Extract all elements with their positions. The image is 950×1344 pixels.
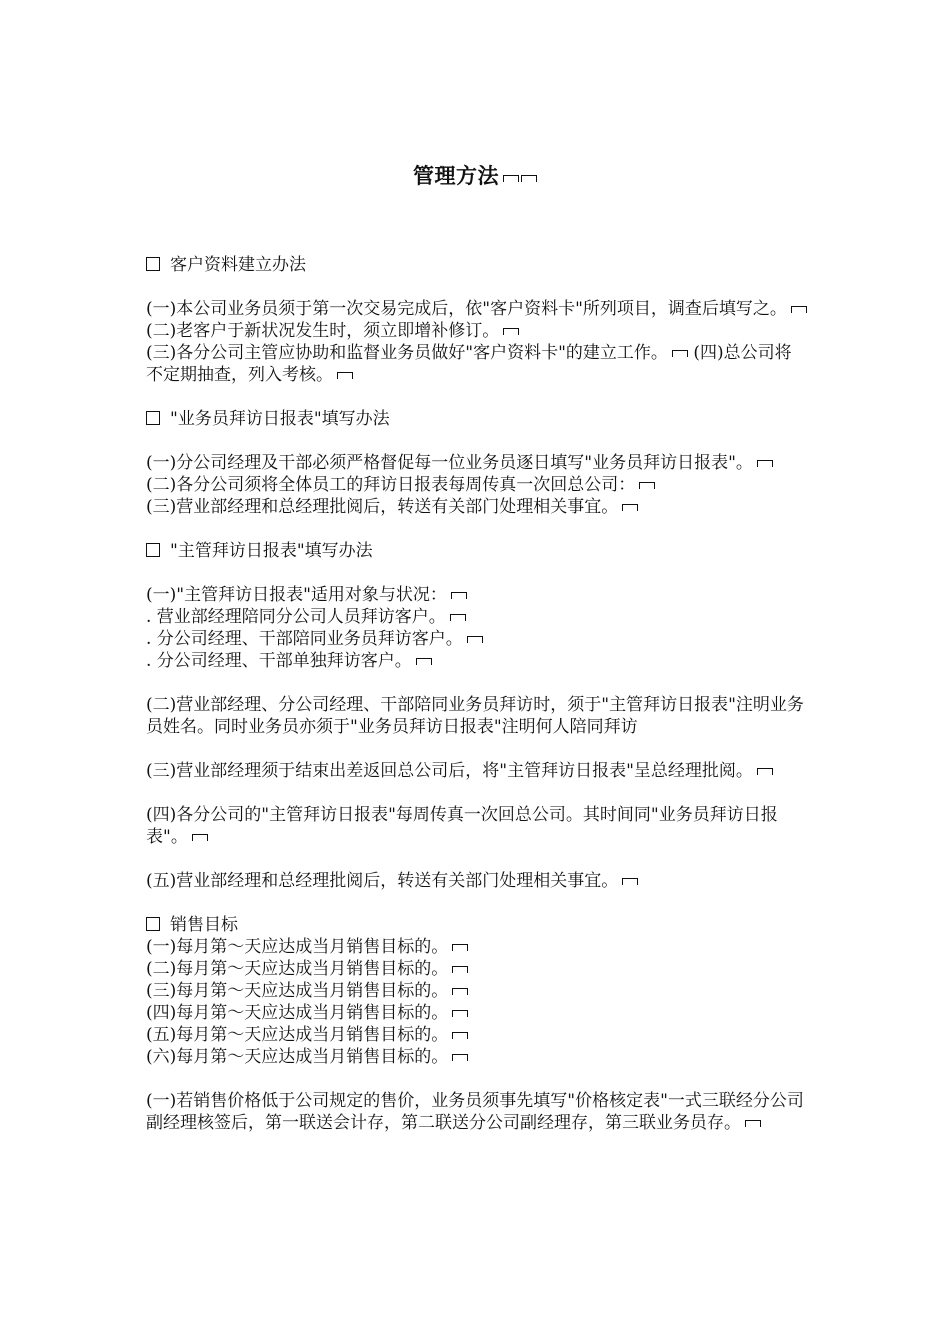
- list-item: (二)老客户于新状况发生时，须立即增补修订。: [146, 320, 808, 342]
- section-heading: 客户资料建立办法: [146, 254, 808, 276]
- list-item: (三)营业部经理和总经理批阅后，转送有关部门处理相关事宜。: [146, 496, 808, 518]
- paragraph: (二)营业部经理、分公司经理、干部陪同业务员拜访时，须于"主管拜访日报表"注明业务员姓名。同时业务员亦须于"业务员拜访日报表"注明何人陪同拜访: [146, 695, 804, 737]
- list-item: (一)本公司业务员须于第一次交易完成后，依"客户资料卡"所列项目，调查后填写之。: [146, 298, 808, 320]
- list-item: (一)"主管拜访日报表"适用对象与状况：: [146, 584, 808, 606]
- list-item: (六)每月第～天应达成当月销售目标的。: [146, 1046, 808, 1068]
- list-item: (五)每月第～天应达成当月销售目标的。: [146, 1024, 808, 1046]
- section-heading: 销售目标: [146, 914, 808, 936]
- revision-mark-icon: [467, 636, 483, 643]
- checkbox-icon: [146, 543, 160, 557]
- revision-mark-icon: [521, 175, 537, 182]
- revision-mark-icon: [622, 878, 638, 885]
- revision-mark-icon: [452, 944, 468, 951]
- list-item: (一)每月第～天应达成当月销售目标的。: [146, 936, 808, 958]
- revision-mark-icon: [452, 1054, 468, 1061]
- document-body: [146, 254, 808, 1134]
- checkbox-icon: [146, 411, 160, 425]
- revision-mark-icon: [757, 460, 773, 467]
- revision-mark-icon: [639, 482, 655, 489]
- revision-mark-icon: [745, 1120, 761, 1127]
- revision-mark-icon: [672, 350, 688, 357]
- paragraph: (五)营业部经理和总经理批阅后，转送有关部门处理相关事宜。: [146, 870, 808, 892]
- revision-mark-icon: [791, 306, 807, 313]
- list-item: . 分公司经理、干部单独拜访客户。: [146, 650, 808, 672]
- list-item: (四)每月第～天应达成当月销售目标的。: [146, 1002, 808, 1024]
- revision-mark-icon: [450, 614, 466, 621]
- revision-mark-icon: [451, 592, 467, 599]
- section-heading: "业务员拜访日报表"填写办法: [146, 408, 808, 430]
- checkbox-icon: [146, 917, 160, 931]
- revision-mark-icon: [452, 1032, 468, 1039]
- revision-mark-icon: [503, 328, 519, 335]
- page-title: 管理方法: [0, 160, 950, 190]
- revision-mark-icon: [757, 768, 773, 775]
- revision-mark-icon: [452, 966, 468, 973]
- list-item: (一)分公司经理及干部必须严格督促每一位业务员逐日填写"业务员拜访日报表"。: [146, 452, 808, 474]
- list-item: . 营业部经理陪同分公司人员拜访客户。: [146, 606, 808, 628]
- list-item: . 分公司经理、干部陪同业务员拜访客户。: [146, 628, 808, 650]
- list-item: (二)各分公司须将全体员工的拜访日报表每周传真一次回总公司：: [146, 474, 808, 496]
- list-item: (三)每月第～天应达成当月销售目标的。: [146, 980, 808, 1002]
- revision-mark-icon: [416, 658, 432, 665]
- revision-mark-icon: [452, 988, 468, 995]
- revision-mark-icon: [452, 1010, 468, 1017]
- revision-mark-icon: [622, 504, 638, 511]
- paragraph: (一)若销售价格低于公司规定的售价，业务员须事先填写"价格核定表"一式三联经分公司副经理核签后，第一联送会计存，第二联送分公司副经理存，第三联业务员存。: [146, 1091, 804, 1133]
- list-item: (三)各分公司主管应协助和监督业务员做好"客户资料卡"的建立工作。 (四)总公司将不定期抽查，列入考核。: [146, 343, 792, 385]
- revision-mark-icon: [503, 175, 519, 182]
- paragraph: (三)营业部经理须于结束出差返回总公司后，将"主管拜访日报表"呈总经理批阅。: [146, 760, 808, 782]
- paragraph: (四)各分公司的"主管拜访日报表"每周传真一次回总公司。其时间同"业务员拜访日报表"。: [146, 805, 778, 847]
- revision-mark-icon: [337, 372, 353, 379]
- section-heading: "主管拜访日报表"填写办法: [146, 540, 808, 562]
- revision-mark-icon: [192, 834, 208, 841]
- list-item: (二)每月第～天应达成当月销售目标的。: [146, 958, 808, 980]
- checkbox-icon: [146, 257, 160, 271]
